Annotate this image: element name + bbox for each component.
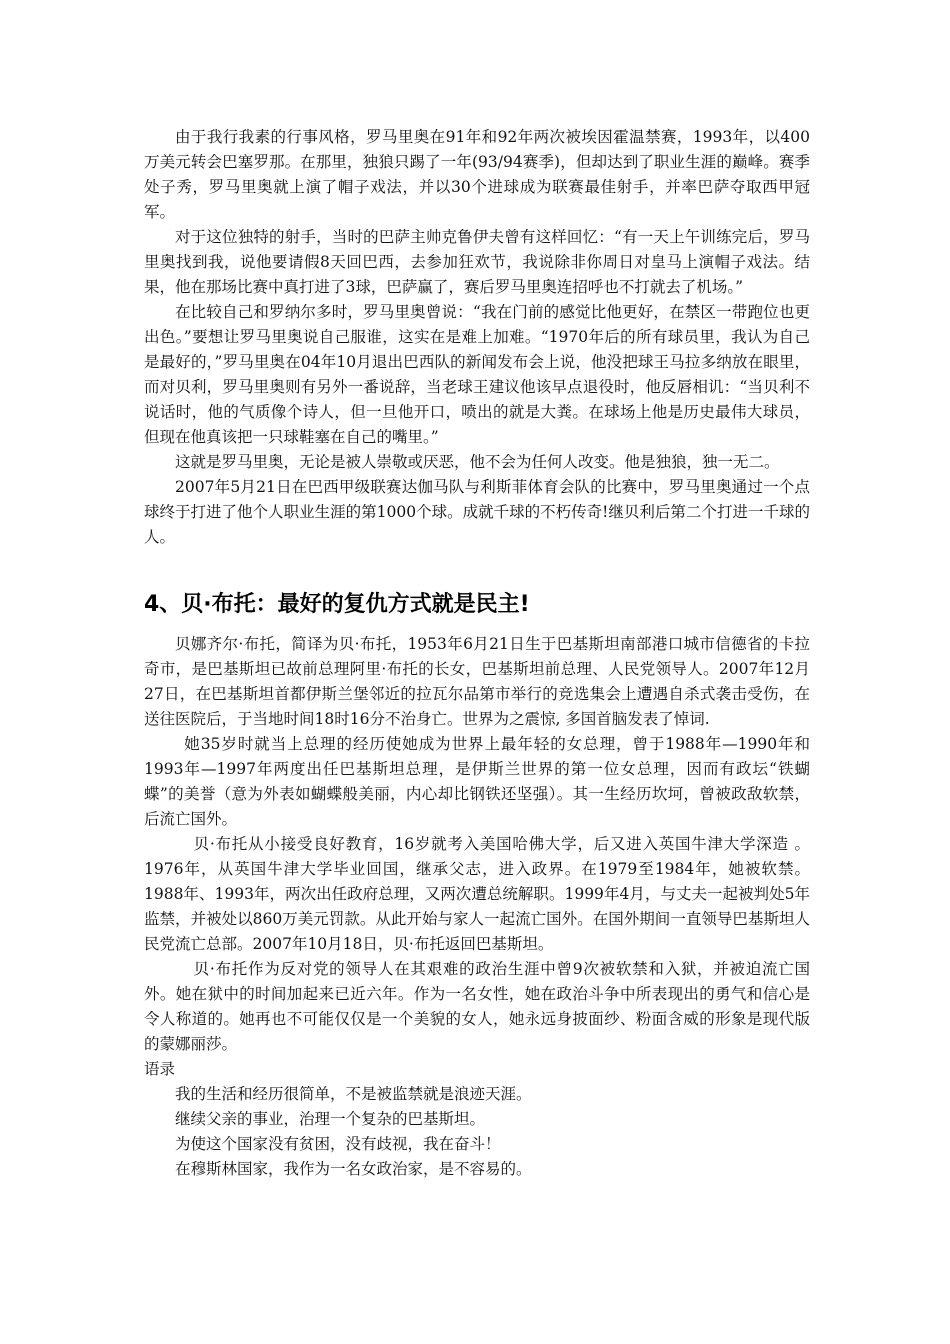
quotes-label: 语录 (144, 1060, 176, 1078)
quote-item: 我的生活和经历很简单，不是被监禁就是浪迹天涯。 (175, 1085, 532, 1103)
section-heading-bhutto: 4、贝·布托：最好的复仇方式就是民主! (144, 592, 530, 617)
paragraph-bhutto-prime-minister: 她35岁时就当上总理的经历使她成为世界上最年轻的女总理，曾于1988年—1990年和1993年—1997年两度出任巴基斯坦总理，是伊斯兰世界的第一位女总理，因而有政坛“铁蝴蝶”的美誉（意为外表如蝴蝶般美丽，内心却比钢铁还坚强）。其一生经历坎坷，曾被政敌软禁，后流亡国外。 (144, 735, 810, 828)
paragraph-romario-quotes: 在比较自己和罗纳尔多时，罗马里奥曾说：“我在门前的感觉比他更好，在禁区一带跑位也更出色。”要想让罗马里奥说自己服谁，这实在是难上加难。“1970年后的所有球员里，我认为自己是最好的，”罗马里奥在04年10月退出巴西队的新闻发布会上说，他没把球王马拉多纳放在眼里，而对贝利，罗马里奥则有另外一番说辞，当老球王建议他该早点退役时，他反唇相讥：“当贝利不说话时，他的气质像个诗人，但一旦他开口，喷出的就是大粪。在球场上他是历史最伟大球员，但现在他真该把一只球鞋塞在自己的嘴里。” (144, 303, 810, 446)
paragraph-bhutto-education: 贝·布托从小接受良好教育，16岁就考入美国哈佛大学，后又进入英国牛津大学深造 。1976年，从英国牛津大学毕业回国，继承父志，进入政界。在1979至1984年，她被软禁。1988年、1993年，两次出任政府总理，又两次遭总统解职。1999年4月，与丈夫一起被判处5年监禁，并被处以860万美元罚款。从此开始与家人一起流亡国外。在国外期间一直领导巴基斯坦人民党流亡总部。2007年10月18日，贝·布托返回巴基斯坦。 (144, 835, 810, 953)
quote-item: 为使这个国家没有贫困，没有歧视，我在奋斗！ (175, 1135, 501, 1153)
quote-item: 继续父亲的事业，治理一个复杂的巴基斯坦。 (175, 1110, 486, 1128)
document-body (144, 125, 810, 1182)
paragraph-romario-career: 由于我行我素的行事风格，罗马里奥在91年和92年两次被埃因霍温禁赛，1993年，以400万美元转会巴塞罗那。在那里，独狼只踢了一年(93/94赛季)，但却达到了职业生涯的巅峰。赛季处子秀，罗马里奥就上演了帽子戏法，并以30个进球成为联赛最佳射手，并率巴萨夺取西甲冠军。 (144, 128, 810, 221)
paragraph-thousandth-goal: 2007年5月21日在巴西甲级联赛达伽马队与利斯菲体育会队的比赛中，罗马里奥通过一个点球终于打进了他个人职业生涯的第1000个球。成就千球的不朽传奇!继贝利后第二个打进一千球的人。 (144, 478, 810, 546)
paragraph-bhutto-courage: 贝·布托作为反对党的领导人在其艰难的政治生涯中曾9次被软禁和入狱，并被迫流亡国外。她在狱中的时间加起来已近六年。作为一名女性，她在政治斗争中所表现出的勇气和信心是令人称道的。她再也不可能仅仅是一个美貌的女人，她永远身披面纱、粉面含威的形象是现代版的蒙娜丽莎。 (144, 960, 810, 1053)
paragraph-bhutto-intro: 贝娜齐尔·布托，简译为贝·布托，1953年6月21日生于巴基斯坦南部港口城市信德省的卡拉奇市，是巴基斯坦已故前总理阿里·布托的长女，巴基斯坦前总理、人民党领导人。2007年12月27日，在巴基斯坦首都伊斯兰堡邻近的拉瓦尔品第市举行的竞选集会上遭遇自杀式袭击受伤，在送往医院后，于当地时间18时16分不治身亡。世界为之震惊, 多国首脑发表了悼词. (144, 635, 810, 728)
paragraph-lone-wolf: 这就是罗马里奥，无论是被人崇敬或厌恶，他不会为任何人改变。他是独狼，独一无二。 (175, 453, 780, 471)
quote-item: 在穆斯林国家，我作为一名女政治家，是不容易的。 (175, 1160, 532, 1178)
paragraph-cruyff-recollection: 对于这位独特的射手，当时的巴萨主帅克鲁伊夫曾有这样回忆：“有一天上午训练完后，罗马里奥找到我，说他要请假8天回巴西，去参加狂欢节，我说除非你周日对皇马上演帽子戏法。结果，他在那场比赛中真打进了3球，巴萨赢了，赛后罗马里奥连招呼也不打就去了机场。” (144, 228, 810, 296)
